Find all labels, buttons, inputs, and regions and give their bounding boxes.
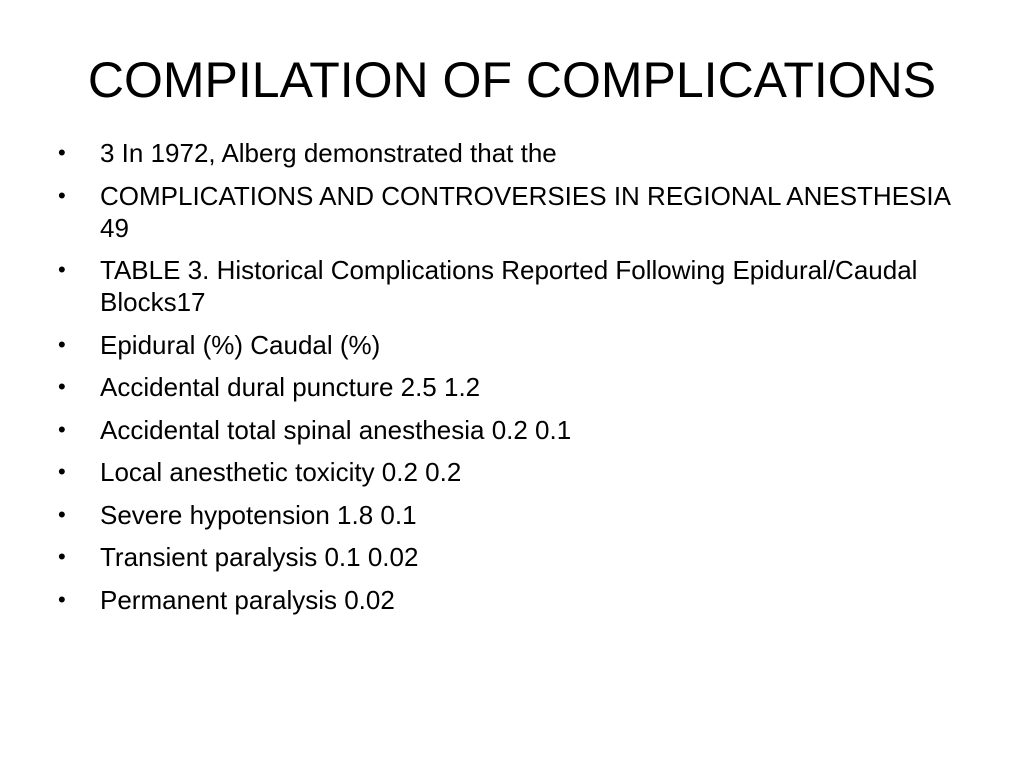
bullet-icon: •: [58, 459, 66, 484]
slide-title: COMPILATION OF COMPLICATIONS: [87, 52, 937, 108]
bullet-item: [58, 329, 958, 361]
bullet-text: Permanent paralysis 0.02: [100, 584, 395, 615]
bullet-item: [58, 180, 958, 244]
bullet-icon: •: [58, 331, 66, 357]
bullet-icon: •: [58, 374, 66, 399]
bullet-text: Local anesthetic toxicity 0.2 0.2: [100, 457, 462, 487]
bullet-item: [58, 456, 958, 488]
bullet-text: Transient paralysis 0.1 0.02: [100, 542, 419, 572]
bullet-icon: •: [58, 501, 66, 527]
bullet-icon: •: [58, 544, 66, 569]
bullet-icon: •: [58, 182, 66, 208]
bullet-item: [58, 499, 958, 531]
bullet-text: Accidental total spinal anesthesia 0.2 0.1: [100, 414, 572, 445]
bullet-text: COMPLICATIONS AND CONTROVERSIES IN REGIONAL ANESTHESIA 49: [100, 180, 950, 243]
bullet-text: Accidental dural puncture 2.5 1.2: [100, 372, 481, 402]
bullet-item: [58, 584, 958, 616]
bullet-text: Severe hypotension 1.8 0.1: [100, 499, 417, 530]
bullet-item: [58, 414, 958, 446]
bullet-icon: •: [58, 257, 66, 282]
bullet-item: [58, 254, 958, 318]
bullet-item: [58, 541, 958, 573]
bullet-text: Epidural (%) Caudal (%): [100, 329, 381, 360]
bullet-text: TABLE 3. Historical Complications Reported Following Epidural/Caudal Blocks17: [100, 255, 918, 317]
bullet-icon: •: [58, 416, 66, 442]
bullet-list: [58, 137, 958, 626]
bullet-icon: •: [58, 140, 66, 165]
bullet-item: [58, 371, 958, 403]
bullet-icon: •: [58, 586, 66, 612]
bullet-item: [58, 137, 958, 169]
bullet-text: 3 In 1972, Alberg demonstrated that the: [100, 138, 557, 168]
